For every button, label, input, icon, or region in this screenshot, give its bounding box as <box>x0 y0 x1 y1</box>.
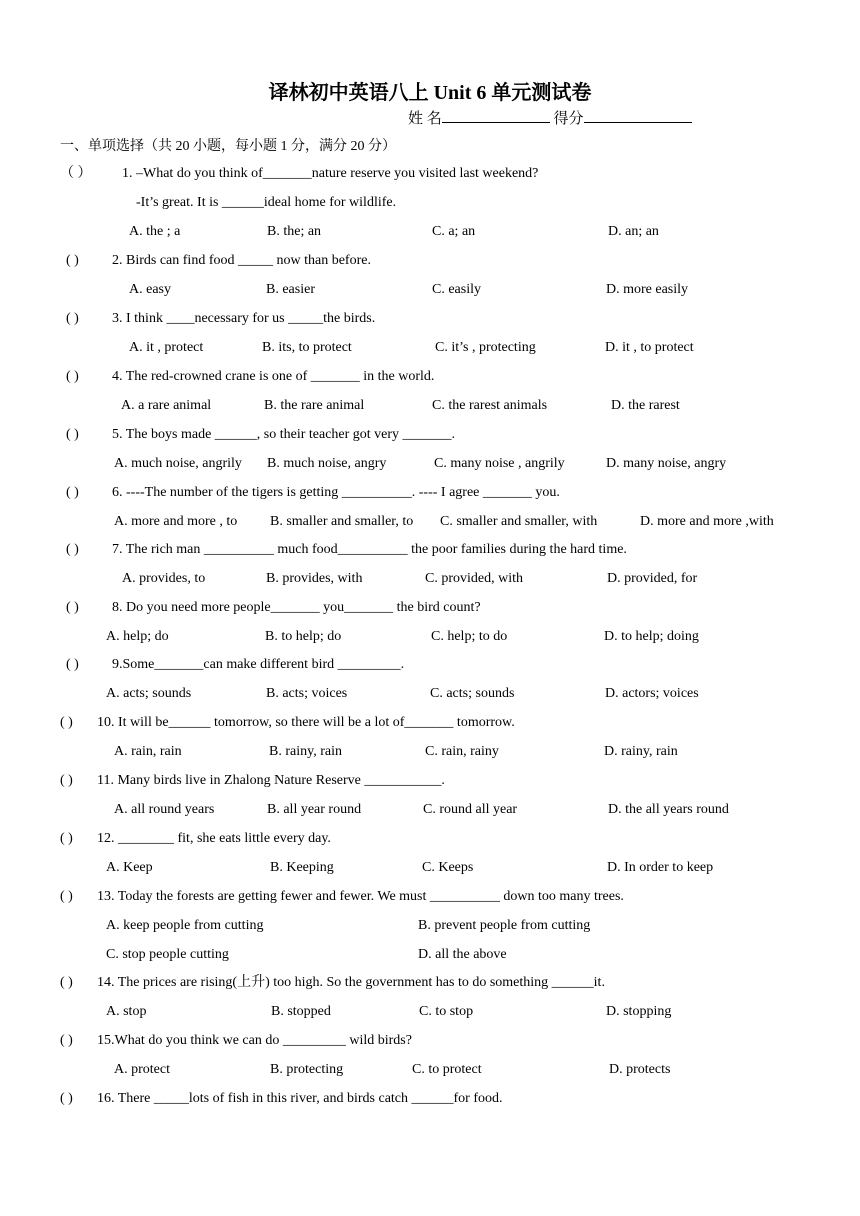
option-c: C. it’s , protecting <box>435 340 536 355</box>
section-heading: 一、单项选择（共 20 小题，每小题 1 分，满分 20 分） <box>60 139 396 154</box>
page-title: 译林初中英语八上 Unit 6 单元测试卷 <box>268 82 592 104</box>
option-d: D. more and more ,with <box>640 514 774 529</box>
option-b: B. the; an <box>267 224 322 239</box>
option-a: A. rain, rain <box>114 744 182 759</box>
answer-paren: ( ) <box>60 831 73 846</box>
question-stem: 16. There _____lots of fish in this river, and birds catch ______for food. <box>97 1091 503 1106</box>
option-b: B. easier <box>266 282 315 297</box>
answer-paren: ( ) <box>60 1033 73 1048</box>
option-b: B. much noise, angry <box>267 456 387 471</box>
option-d: D. the rarest <box>611 398 680 413</box>
option-b: B. Keeping <box>270 860 334 875</box>
option-d: D. protects <box>609 1062 671 1077</box>
question-stem: 7. The rich man __________ much food__________ the poor families during the hard time. <box>112 542 627 557</box>
question-stem: 12. ________ fit, she eats little every day. <box>97 831 331 846</box>
option-c: C. to protect <box>412 1062 482 1077</box>
answer-paren: ( ) <box>66 369 79 384</box>
option-a: A. acts; sounds <box>106 686 192 701</box>
option-d: D. it , to protect <box>605 340 694 355</box>
question-stem: 9.Some_______can make different bird _________. <box>112 657 405 672</box>
option-a: A. keep people from cutting <box>106 918 264 933</box>
option-c: C. round all year <box>423 802 518 817</box>
question-stem: 13. Today the forests are getting fewer and fewer. We must __________ down too many trees. <box>97 889 624 904</box>
option-a: A. more and more , to <box>114 514 238 529</box>
option-d: D. actors; voices <box>605 686 699 701</box>
option-a: A. the ; a <box>129 224 181 239</box>
answer-paren: ( ) <box>60 975 73 990</box>
name-label: 姓 名 <box>408 111 442 127</box>
question-stem: 3. I think ____necessary for us _____the birds. <box>112 311 376 326</box>
answer-paren: ( ) <box>60 889 73 904</box>
option-c: C. smaller and smaller, with <box>440 514 598 529</box>
question-stem: 5. The boys made ______, so their teacher got very _______. <box>112 427 456 442</box>
question-stem: 10. It will be______ tomorrow, so there will be a lot of_______ tomorrow. <box>97 715 515 730</box>
question-stem: 14. The prices are rising(上升) too high. So the government has to do something ______it. <box>97 975 605 990</box>
option-d: D. many noise, angry <box>606 456 727 471</box>
option-a: A. easy <box>129 282 171 297</box>
option-b: B. provides, with <box>266 571 363 586</box>
option-b: B. to help; do <box>265 629 342 644</box>
option-d: D. rainy, rain <box>604 744 678 759</box>
answer-paren: ( ) <box>60 1091 73 1106</box>
question-stem: 6. ----The number of the tigers is getting __________. ---- I agree _______ you. <box>112 485 560 500</box>
option-d: D. all the above <box>418 947 507 962</box>
option-c: C. stop people cutting <box>106 947 229 962</box>
option-d: D. the all years round <box>608 802 729 817</box>
option-d: D. stopping <box>606 1004 672 1019</box>
answer-paren: ( ) <box>66 657 79 672</box>
question-stem: 2. Birds can find food _____ now than before. <box>112 253 371 268</box>
option-c: C. a; an <box>432 224 476 239</box>
answer-paren: ( ) <box>60 715 73 730</box>
option-c: C. many noise , angrily <box>434 456 565 471</box>
answer-paren: ( ) <box>66 600 79 615</box>
option-d: D. provided, for <box>607 571 698 586</box>
option-d: D. an; an <box>608 224 659 239</box>
option-b: B. acts; voices <box>266 686 348 701</box>
option-a: A. help; do <box>106 629 169 644</box>
option-d: D. to help; doing <box>604 629 699 644</box>
option-b: B. stopped <box>271 1004 331 1019</box>
option-c: C. acts; sounds <box>430 686 515 701</box>
option-a: A. a rare animal <box>121 398 212 413</box>
option-b: B. all year round <box>267 802 362 817</box>
option-c: C. provided, with <box>425 571 523 586</box>
option-b: B. prevent people from cutting <box>418 918 591 933</box>
option-c: C. easily <box>432 282 481 297</box>
answer-paren: ( ) <box>66 311 79 326</box>
name-score-bar <box>408 107 692 128</box>
question-stem: 11. Many birds live in Zhalong Nature Reserve ___________. <box>97 773 445 788</box>
question-stem: 15.What do you think we can do _________ wild birds? <box>97 1033 412 1048</box>
option-c: C. to stop <box>419 1004 474 1019</box>
answer-paren: ( ) <box>60 773 73 788</box>
option-b: B. smaller and smaller, to <box>270 514 414 529</box>
option-b: B. rainy, rain <box>269 744 342 759</box>
option-b: B. the rare animal <box>264 398 365 413</box>
option-a: A. stop <box>106 1004 147 1019</box>
name-blank[interactable] <box>442 108 550 123</box>
answer-paren: （ ） <box>60 166 92 181</box>
question-stem: 8. Do you need more people_______ you_______ the bird count? <box>112 600 481 615</box>
question-stem: 4. The red-crowned crane is one of _______ in the world. <box>112 369 435 384</box>
option-a: A. protect <box>114 1062 170 1077</box>
answer-paren: ( ) <box>66 485 79 500</box>
answer-paren: ( ) <box>66 427 79 442</box>
option-a: A. Keep <box>106 860 153 875</box>
score-blank[interactable] <box>584 108 692 123</box>
option-b: B. its, to protect <box>262 340 352 355</box>
option-b: B. protecting <box>270 1062 344 1077</box>
option-a: A. much noise, angrily <box>114 456 242 471</box>
option-c: C. the rarest animals <box>432 398 548 413</box>
option-d: D. more easily <box>606 282 689 297</box>
option-c: C. rain, rainy <box>425 744 499 759</box>
option-a: A. it , protect <box>129 340 204 355</box>
option-c: C. help; to do <box>431 629 508 644</box>
option-c: C. Keeps <box>422 860 474 875</box>
score-label: 得分 <box>553 111 584 127</box>
option-a: A. provides, to <box>122 571 206 586</box>
answer-paren: ( ) <box>66 542 79 557</box>
option-a: A. all round years <box>114 802 215 817</box>
answer-paren: ( ) <box>66 253 79 268</box>
option-d: D. In order to keep <box>607 860 714 875</box>
question-stem-reply: -It’s great. It is ______ideal home for wildlife. <box>136 195 397 210</box>
question-stem: 1. –What do you think of_______nature reserve you visited last weekend? <box>122 166 539 181</box>
